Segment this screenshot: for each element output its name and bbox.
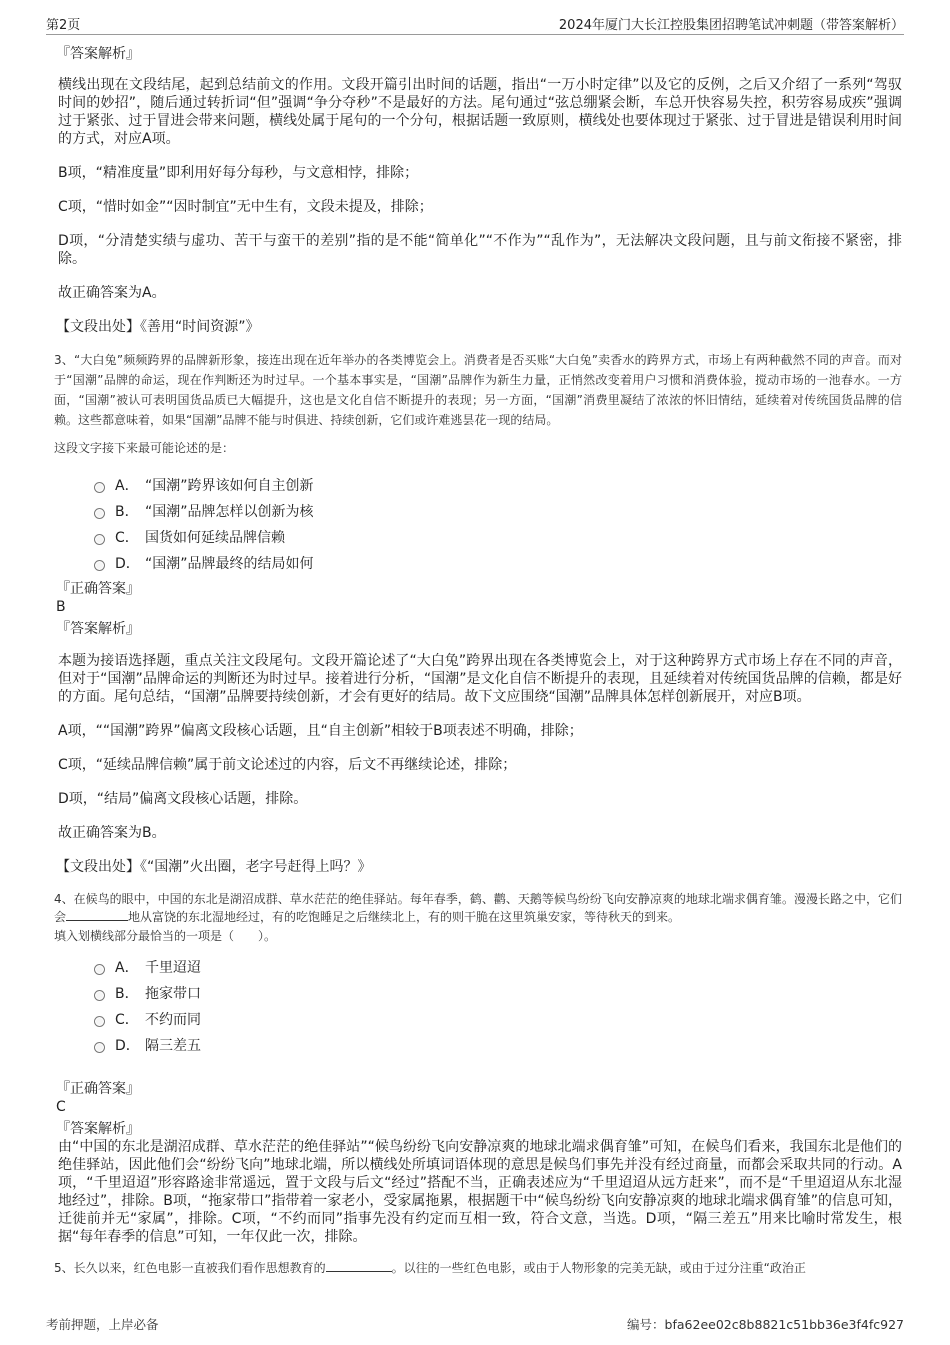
q3-conclusion: 故正确答案为B。 [58, 825, 166, 841]
option-letter: D． [115, 1038, 140, 1054]
q2-analysis-p4: D项，“分清楚实绩与虚功、苦干与蛮干的差别”指的是不能“简单化”“不作为”“乱作为”，无法解决文段问题，且与前文衔接不紧密，排除。 [58, 233, 902, 267]
q4-blank [66, 908, 128, 921]
q3-analysis-label: 『答案解析』 [56, 621, 140, 637]
q3-analysis-p2: A项，““国潮”跨界”偏离文段核心话题，且“自主创新”相较于B项表述不明确，排除； [58, 723, 583, 739]
q5-blank [326, 1259, 392, 1272]
q3-option-b[interactable] [94, 498, 902, 524]
option-text: 隔三差五 [145, 1038, 201, 1054]
option-letter: C． [115, 1012, 139, 1028]
option-letter: B． [115, 504, 139, 520]
q2-analysis-p2: B项，“精准度量”即利用好每分每秒，与文意相悖，排除； [58, 165, 419, 181]
q3-option-a[interactable] [94, 472, 902, 498]
q4-stem [54, 890, 902, 926]
q4-analysis: 由“中国的东北是湖沼成群、草水茫茫的绝佳驿站”“候鸟纷纷飞向安静凉爽的地球北端求偶育雏”可知，在候鸟们看来，我国东北是他们的绝佳驿站，因此他们会“纷纷飞向”地球北端，所以横线处所填词语体现的意思是候鸟们事先并没有经过商量，而都会采取共同的行动。A项，“千里迢迢”形容路途非常遥远，置于文段与后文“经过”搭配不当，正确表述应为“千里迢迢从远方赶来”，而不是“千里迢迢从东北湿地经过”，排除。B项，“拖家带口”指带着一家老小，受家属拖累，根据题干中“候鸟纷纷飞向安静凉爽的地球北端求偶育雏”的信息可知，迁徙前并无“家属”，排除。C项，“不约而同”指事先没有约定而互相一致，符合文意，当选。D项，“隔三差五”用来比喻时常发生，根据“每年春季的信息”可知，一年仅此一次，排除。 [58, 1139, 902, 1245]
q3-analysis-p4: D项，“结局”偏离文段核心话题，排除。 [58, 791, 308, 807]
option-text: 拖家带口 [145, 986, 201, 1002]
option-text: 国货如何延续品牌信赖 [145, 530, 285, 546]
radio-icon[interactable] [94, 560, 105, 571]
q3-answer-label: 『正确答案』 [56, 581, 140, 597]
q2-analysis-label: 『答案解析』 [56, 46, 140, 62]
q4-answer: C [56, 1099, 66, 1115]
option-text: 千里迢迢 [145, 960, 201, 976]
q4-ask: 填入划横线部分最恰当的一项是（ ）。 [54, 929, 277, 943]
q5-stem [54, 1258, 902, 1278]
q2-source: 【文段出处】《善用“时间资源”》 [56, 319, 260, 335]
q4-answer-label: 『正确答案』 [56, 1081, 140, 1097]
q4-analysis-label: 『答案解析』 [56, 1121, 140, 1137]
option-letter: A． [115, 960, 139, 976]
radio-icon[interactable] [94, 534, 105, 545]
radio-icon[interactable] [94, 964, 105, 975]
q4-option-b[interactable] [94, 980, 902, 1006]
option-letter: B． [115, 986, 139, 1002]
q3-options [94, 472, 902, 576]
q4-option-a[interactable] [94, 954, 902, 980]
document-title: 2024年厦门大长江控股集团招聘笔试冲刺题（带答案解析） [558, 18, 904, 33]
option-text: “国潮”品牌最终的结局如何 [145, 556, 314, 572]
radio-icon[interactable] [94, 1016, 105, 1027]
option-text: “国潮”品牌怎样以创新为核 [145, 504, 314, 520]
radio-icon[interactable] [94, 990, 105, 1001]
radio-icon[interactable] [94, 508, 105, 519]
q4-options [94, 954, 902, 1058]
footer-slogan: 考前押题，上岸必备 [46, 1317, 159, 1332]
radio-icon[interactable] [94, 1042, 105, 1053]
q3-stem: 3、“大白兔”频频跨界的品牌新形象，接连出现在近年举办的各类博览会上。消费者是否买账“大白兔”卖香水的跨界方式，市场上有两种截然不同的声音。而对于“国潮”品牌的命运，现在作判断还为时过早。一个基本事实是，“国潮”品牌作为新生力量，正悄然改变着用户习惯和消费体验，搅动市场的一池春水。一方面，“国潮”被认可表明国货品质已大幅提升，这也是文化自信不断提升的表现；另一方面，“国潮”消费里凝结了浓浓的怀旧情结，延续着对传统国货品牌的信赖。这些都意味着，如果“国潮”品牌不能与时俱进、持续创新，它们或许难逃昙花一现的结局。 [54, 353, 902, 427]
option-text: 不约而同 [145, 1012, 201, 1028]
document-serial: 编号：bfa62ee02c8b8821c51bb36e3f4fc927 [627, 1317, 904, 1332]
q4-stem-before: 4、在候鸟的眼中，中国的东北是湖沼成群、草水茫茫的绝佳驿站。每年春季，鹤、鹳、天鹅等候鸟纷纷飞向安静凉爽的地球北端求偶育雏。漫漫长路之中，它们会 [54, 892, 902, 924]
option-letter: A． [115, 478, 139, 494]
option-text: “国潮”跨界该如何自主创新 [145, 478, 314, 494]
q3-source: 【文段出处】《“国潮”火出圈，老字号赶得上吗？》 [56, 859, 372, 875]
q4-stem-after: 地从富饶的东北湿地经过，有的吃饱睡足之后继续北上，有的则干脆在这里筑巢安家，等待秋天的到来。 [128, 910, 681, 924]
q2-conclusion: 故正确答案为A。 [58, 285, 166, 301]
page-content [52, 44, 902, 1278]
q5-stem-after: 。以往的一些红色电影，或由于人物形象的完美无缺，或由于过分注重“政治正 [391, 1261, 806, 1275]
radio-icon[interactable] [94, 482, 105, 493]
q4-option-d[interactable] [94, 1032, 902, 1058]
option-letter: C． [115, 530, 139, 546]
q3-ask: 这段文字接下来最可能论述的是： [54, 441, 235, 455]
page-header [46, 12, 904, 35]
q3-option-c[interactable] [94, 524, 902, 550]
q3-analysis-p3: C项，“延续品牌信赖”属于前文论述过的内容，后文不再继续论述，排除； [58, 757, 517, 773]
q4-option-c[interactable] [94, 1006, 902, 1032]
q5-stem-before: 5、长久以来，红色电影一直被我们看作思想教育的 [54, 1261, 326, 1275]
option-letter: D． [115, 556, 140, 572]
q3-analysis-p1: 本题为接语选择题，重点关注文段尾句。文段开篇论述了“大白兔”跨界出现在各类博览会上，对于这种跨界方式市场上存在不同的声音，但对于“国潮”品牌命运的判断还为时过早。接着进行分析，“国潮”是文化自信不断提升的表现，且延续着对传统国货品牌的信赖，都是好的方面。尾句总结，“国潮”品牌要持续创新，才会有更好的结局。故下文应围绕“国潮”品牌具体怎样创新展开，对应B项。 [58, 653, 902, 705]
q3-option-d[interactable] [94, 550, 902, 576]
q2-analysis-p1: 横线出现在文段结尾，起到总结前文的作用。文段开篇引出时间的话题，指出“一万小时定律”以及它的反例，之后又介绍了一系列“驾驭时间的妙招”，随后通过转折词“但”强调“争分夺秒”不是最好的方法。尾句通过“弦总绷紧会断，车总开快容易失控，积劳容易成疾”强调过于紧张、过于冒进会带来问题，横线处属于尾句的一个分句，根据话题一致原则，横线处也要体现过于紧张、过于冒进是错误利用时间的方式，对应A项。 [58, 77, 902, 147]
q2-analysis-p3: C项，“惜时如金”“因时制宜”无中生有，文段未提及，排除； [58, 199, 433, 215]
q3-answer: B [56, 599, 66, 615]
page-number: 第2页 [46, 18, 81, 33]
